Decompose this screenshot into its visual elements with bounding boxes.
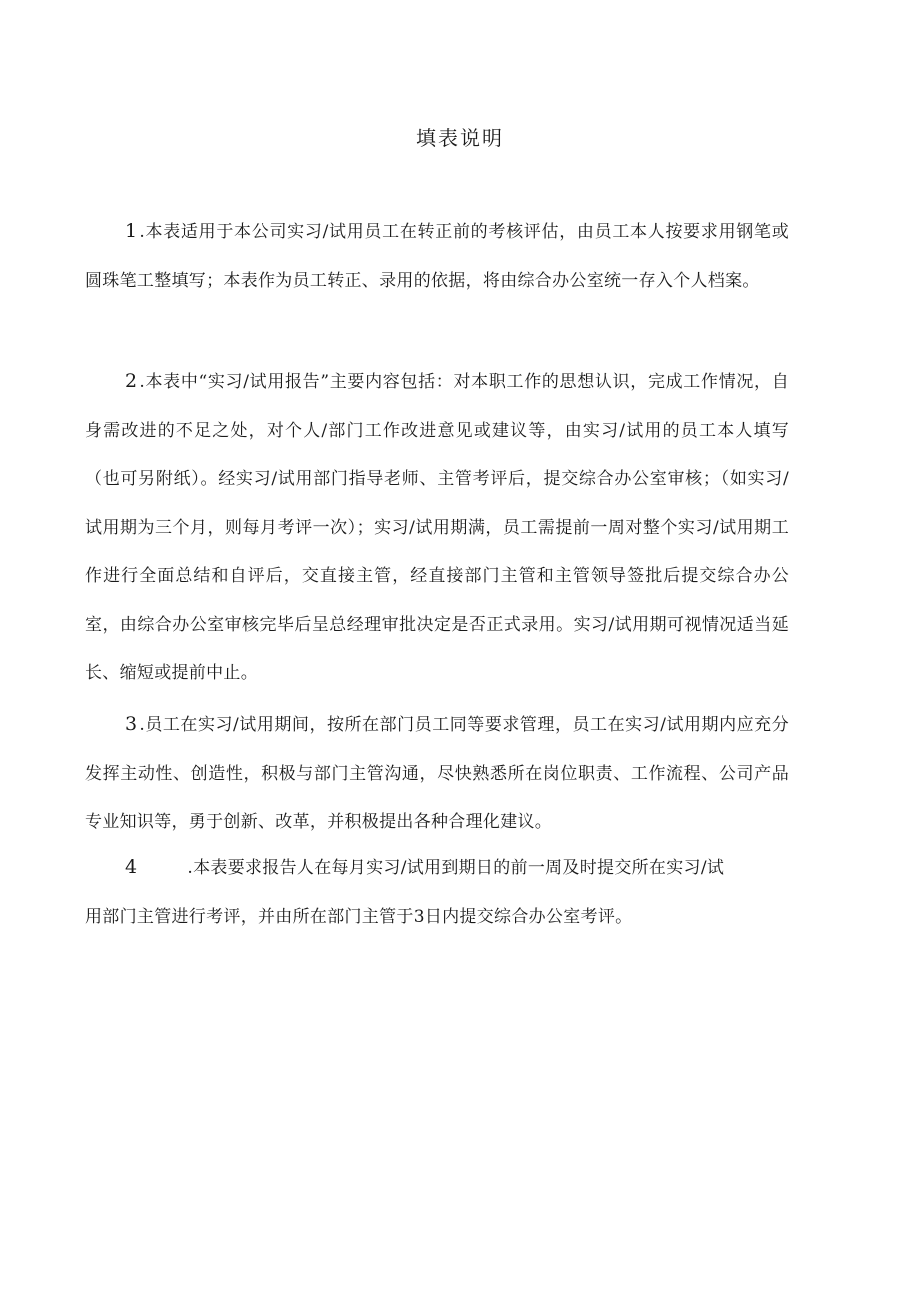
item-text: .员工在实习/试用期间，按所在部门员工同等要求管理，员工在实习/试用期内应充分发挥主动性、创造性，积极与部门主管沟通，尽快熟悉所在岗位职责、工作流程、公司产品专业知识等，勇于创新、改革，并积极提出各种合理化建议。 (85, 715, 789, 832)
item-text: .本表中“实习/试用报告”主要内容包括：对本职工作的思想认识，完成工作情况，自身需改进的不足之处，对个人/部门工作改进意见或建议等，由实习/试用的员工本人填写（也可另附纸）。经实习/试用部门指导老师、主管考评后，提交综合办公室审核；（如实习/试用期为三个月，则每月考评一次）；实习/试用期满，员工需提前一周对整个实习/试用期工作进行全面总结和自评后，交直接主管，经直接部门主管和主管领导签批后提交综合办公室，由综合办公室审核完毕后呈总经理审批决定是否正式录用。实习/试用期可视情况适当延长、缩短或提前中止。 (85, 372, 789, 683)
instruction-item-1 (85, 207, 789, 305)
item-text: .本表适用于本公司实习/试用员工在转正前的考核评估，由员工本人按要求用钢笔或圆珠笔工整填写；本表作为员工转正、录用的依据，将由综合办公室统一存入个人档案。 (85, 222, 789, 291)
instruction-item-3 (85, 700, 789, 847)
item-text: .本表要求报告人在每月实习/试用到期日的前一周及时提交所在实习/试 (187, 858, 725, 878)
item-number: 2 (125, 370, 138, 392)
item-number: 1 (125, 220, 138, 242)
item-number: 3 (125, 713, 138, 735)
instruction-item-4 (85, 843, 789, 941)
page-title: 填表说明 (416, 126, 504, 150)
item-text-continued: 用部门主管进行考评，并由所在部门主管于3日内提交综合办公室考评。 (85, 906, 633, 927)
item-number: 4 (125, 856, 138, 878)
instruction-item-2 (85, 357, 789, 698)
